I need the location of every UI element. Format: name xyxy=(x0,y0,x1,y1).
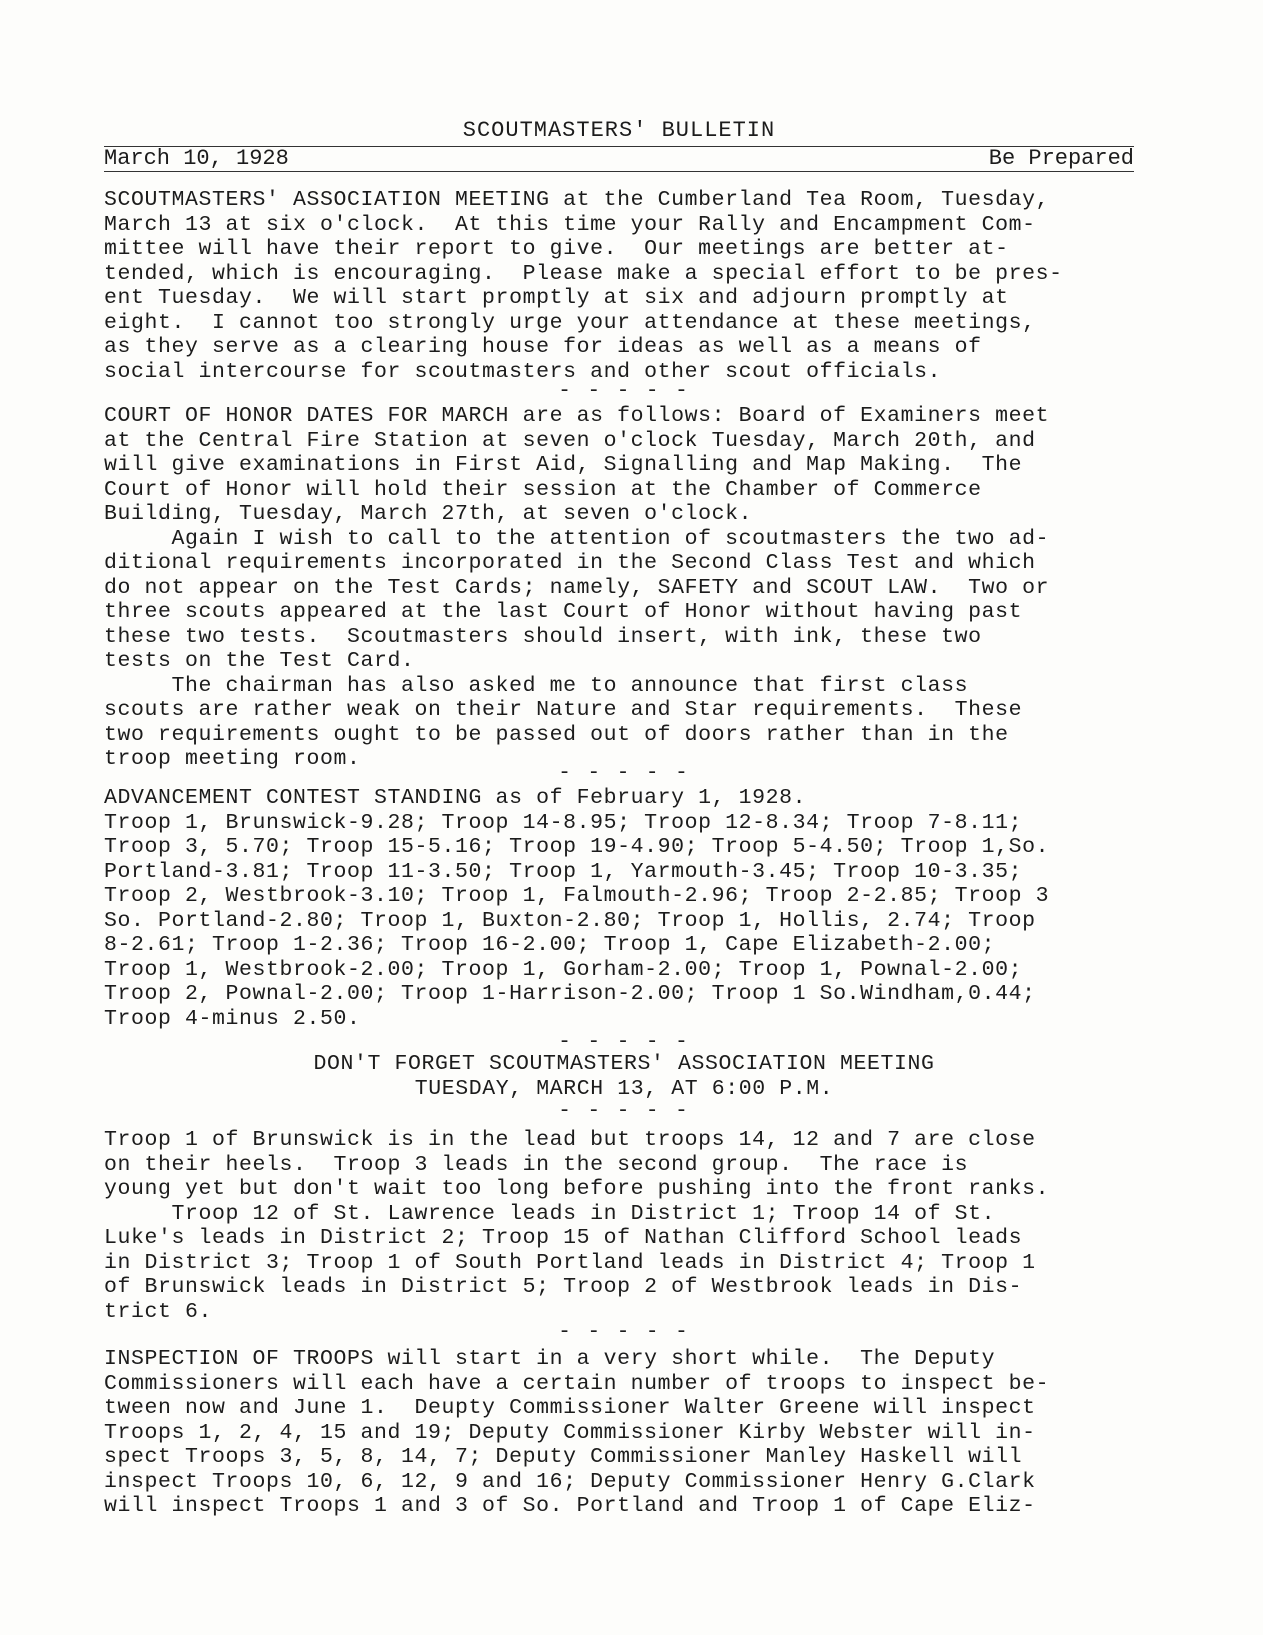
separator-5: - - - - - xyxy=(558,1321,690,1344)
separator-3: - - - - - xyxy=(558,1031,690,1054)
advancement-paragraph: ADVANCEMENT CONTEST STANDING as of February 1, 1928. Troop 1, Brunswick-9.28; Troop 14-8.95; Troop 12-8.34; Troop 7-8.11; Troop 3, 5.70; Troop 15-5.16; Troop 19-4.90; Troop 5-4.50; Troop 1,So. Portland-3.81; Troop 11-3.50; Troop 1, Yarmouth-3.45; Troop 10-3.35; Troop 2, Westbrook-3.10; Troop 1, Falmouth-2.96; Troop 2-2.85; Troop 3 So. Portland-2.80; Troop 1, Buxton-2.80; Troop 1, Hollis, 2.74; Troop 8-2.61; Troop 1-2.36; Troop 16-2.00; Troop 1, Cape Elizabeth-2.00; Troop 1, Westbrook-2.00; Troop 1, Gorham-2.00; Troop 1, Pownal-2.00; Troop 2, Pownal-2.00; Troop 1-Harrison-2.00; Troop 1 So.Windham,0.44; Troop 4-minus 2.50. xyxy=(104,786,1050,1031)
separator-4: - - - - - xyxy=(558,1100,690,1123)
meeting-paragraph: SCOUTMASTERS' ASSOCIATION MEETING at the Cumberland Tea Room, Tuesday, March 13 at six o'clock. At this time your Rally and Encampment Com- mittee will have their report to give. Our meetings are better at- tended, which is encouraging. Please make a special effort to be pres- ent Tuesday. We will start promptly at six and adjourn promptly at eight. I cannot too strongly urge your attendance at these meetings, as they serve as a clearing house for ideas as well as a means of social intercourse for scoutmasters and other scout officials. xyxy=(104,188,1063,384)
bulletin-date: March 10, 1928 xyxy=(104,146,289,171)
lead-section xyxy=(104,1128,1144,1324)
inspection-paragraph: INSPECTION OF TROOPS will start in a very short while. The Deputy Commissioners will each have a certain number of troops to inspect be- tween now and June 1. Deupty Commissioner Walter Greene will inspect Troops 1, 2, 4, 15 and 19; Deputy Commissioner Kirby Webster will in- spect Troops 3, 5, 8, 14, 7; Deputy Commissioner Manley Haskell will inspect Troops 10, 6, 12, 9 and 16; Deputy Commissioner Henry G.Clark will inspect Troops 1 and 3 of So. Portland and Troop 1 of Cape Eliz- xyxy=(104,1347,1050,1518)
lead-paragraph: Troop 1 of Brunswick is in the lead but troops 14, 12 and 7 are close on their heels. Troop 3 leads in the second group. The race is young yet but don't wait too long before pushing into the front ranks. Troop 12 of St. Lawrence leads in District 1; Troop 14 of St. Luke's leads in District 2; Troop 15 of Nathan Clifford School leads in District 3; Troop 1 of South Portland leads in District 4; Troop 1 of Brunswick leads in District 5; Troop 2 of Westbrook leads in Dis- trict 6. xyxy=(104,1128,1050,1324)
reminder-line-2: TUESDAY, MARCH 13, AT 6:00 P.M. xyxy=(414,1076,834,1101)
bulletin-title: SCOUTMASTERS' BULLETIN xyxy=(462,118,776,143)
advancement-section xyxy=(104,786,1144,1031)
dateline xyxy=(104,146,1134,172)
court-of-honor-paragraph: COURT OF HONOR DATES FOR MARCH are as follows: Board of Examiners meet at the Central Fire Station at seven o'clock Tuesday, March 20th, and will give examinations in First Aid, Signalling and Map Making. The Court of Honor will hold their session at the Chamber of Commerce Building, Tuesday, March 27th, at seven o'clock. Again I wish to call to the attention of scoutmasters the two ad- ditional requirements incorporated in the Second Class Test and which do not appear on the Test Cards; namely, SAFETY and SCOUT LAW. Two or three scouts appeared at the last Court of Honor without having past these two tests. Scoutmasters should insert, with ink, these two tests on the Test Card. The chairman has also asked me to announce that first class scouts are rather weak on their Nature and Star requirements. These two requirements ought to be passed out of doors rather than in the troop meeting room. xyxy=(104,404,1050,771)
reminder-line-1: DON'T FORGET SCOUTMASTERS' ASSOCIATION MEETING xyxy=(313,1052,935,1076)
separator-2: - - - - - xyxy=(558,762,690,785)
bulletin-motto: Be Prepared xyxy=(988,146,1134,171)
inspection-section xyxy=(104,1347,1144,1519)
meeting-section xyxy=(104,188,1144,384)
reminder-section xyxy=(104,1052,1144,1101)
court-of-honor-section xyxy=(104,404,1144,772)
separator-1: - - - - - xyxy=(558,380,690,403)
